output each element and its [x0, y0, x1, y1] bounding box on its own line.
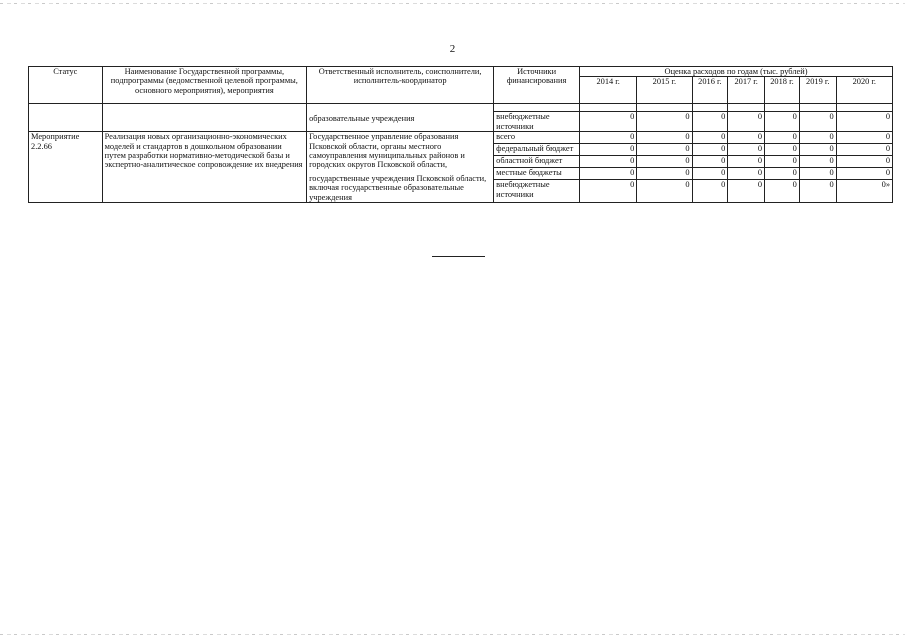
value-cell: 0 — [765, 156, 800, 168]
value-cell: 0 — [836, 168, 892, 180]
continuation-gap-row — [29, 104, 893, 112]
header-year: 2014 г. — [580, 77, 637, 104]
end-separator-line — [432, 256, 485, 257]
activity-executor-1: Государственное управление образования Псковской области, органы местного самоуправления муниципальных районов и городских округов Псковской области, — [309, 132, 465, 170]
source-label: областной бюджет — [494, 156, 580, 168]
value-cell: 0 — [580, 132, 637, 144]
value-cell: 0 — [836, 156, 892, 168]
value-cell: 0 — [765, 132, 800, 144]
header-year: 2020 г. — [836, 77, 892, 104]
value-cell: 0 — [692, 144, 728, 156]
continuation-program-cell — [102, 104, 306, 132]
scan-artifact-top — [0, 3, 905, 4]
continuation-status-cell — [29, 104, 103, 132]
source-label: внебюджетные источники — [494, 112, 580, 132]
value-cell: 0 — [692, 156, 728, 168]
activity-executor-2: государственные учреждения Псковской области, включая государственные образовательные учреждения — [309, 173, 487, 202]
header-year: 2019 г. — [799, 77, 836, 104]
value-cell: 0 — [799, 112, 836, 132]
value-cell: 0 — [692, 132, 728, 144]
expenditure-table — [28, 66, 893, 203]
value-cell: 0 — [728, 168, 765, 180]
source-label: местные бюджеты — [494, 168, 580, 180]
value-cell: 0 — [580, 112, 637, 132]
value-cell: 0 — [728, 112, 765, 132]
header-row — [29, 67, 893, 77]
value-cell: 0 — [728, 144, 765, 156]
value-cell: 0 — [637, 144, 692, 156]
value-cell: 0 — [799, 132, 836, 144]
header-sources: Источники финансирования — [494, 67, 580, 104]
header-estimate: Оценка расходов по годам (тыс. рублей) — [580, 67, 893, 77]
value-cell: 0 — [836, 112, 892, 132]
value-cell: 0 — [765, 168, 800, 180]
activity-row-total — [29, 132, 893, 144]
header-program: Наименование Государственной программы, подпрограммы (ведомственной целевой программы, основного мероприятия), мероприятия — [102, 67, 306, 104]
activity-name: Реализация новых организационно-экономических моделей и стандартов в дошкольном образовании путем разработки нормативно-методической базы и экспертно-аналитическое сопровождение их внедрения — [102, 132, 306, 203]
value-cell: 0 — [637, 156, 692, 168]
source-label: федеральный бюджет — [494, 144, 580, 156]
page-number: 2 — [449, 43, 456, 55]
value-cell: 0 — [580, 168, 637, 180]
value-cell: 0» — [836, 180, 892, 203]
value-cell: 0 — [637, 168, 692, 180]
value-cell: 0 — [637, 112, 692, 132]
source-label: внебюджетные источники — [494, 180, 580, 203]
source-label: всего — [494, 132, 580, 144]
header-year: 2017 г. — [728, 77, 765, 104]
value-cell: 0 — [692, 168, 728, 180]
value-cell: 0 — [728, 156, 765, 168]
value-cell: 0 — [580, 156, 637, 168]
value-cell: 0 — [580, 144, 637, 156]
value-cell: 0 — [765, 112, 800, 132]
header-status: Статус — [29, 67, 103, 104]
value-cell: 0 — [692, 180, 728, 203]
value-cell: 0 — [692, 112, 728, 132]
activity-status: Мероприятие 2.2.66 — [29, 132, 103, 203]
scan-artifact-bottom — [0, 634, 905, 635]
header-year: 2016 г. — [692, 77, 728, 104]
header-executor: Ответственный исполнитель, соисполнители, исполнитель-координатор — [307, 67, 494, 104]
header-year: 2018 г. — [765, 77, 800, 104]
value-cell: 0 — [799, 156, 836, 168]
value-cell: 0 — [637, 132, 692, 144]
value-cell: 0 — [799, 180, 836, 203]
value-cell: 0 — [637, 180, 692, 203]
value-cell: 0 — [728, 132, 765, 144]
value-cell: 0 — [799, 144, 836, 156]
value-cell: 0 — [728, 180, 765, 203]
value-cell: 0 — [799, 168, 836, 180]
value-cell: 0 — [765, 144, 800, 156]
value-cell: 0 — [836, 132, 892, 144]
value-cell: 0 — [836, 144, 892, 156]
header-year: 2015 г. — [637, 77, 692, 104]
value-cell: 0 — [765, 180, 800, 203]
activity-executor-cell — [307, 132, 494, 203]
continuation-executor: образовательные учреждения — [307, 104, 494, 132]
value-cell: 0 — [580, 180, 637, 203]
